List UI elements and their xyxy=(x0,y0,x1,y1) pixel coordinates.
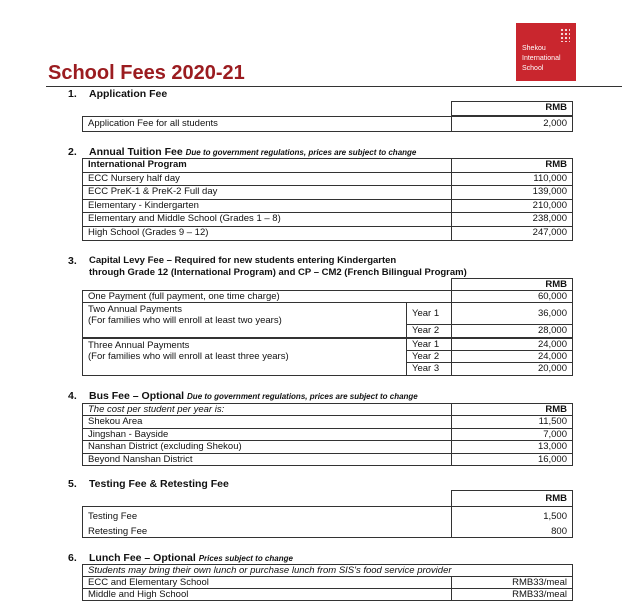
two-payments-label xyxy=(82,302,407,338)
year-label: Year 2 xyxy=(406,324,452,338)
table-row-label: Elementary - Kindergarten xyxy=(82,199,452,214)
table-row-label: Jingshan - Bayside xyxy=(82,428,452,441)
three-payments-title: Three Annual Payments xyxy=(88,340,190,351)
year-value: 36,000 xyxy=(451,302,573,325)
year-label: Year 3 xyxy=(406,362,452,376)
rmb-header: RMB xyxy=(451,278,573,291)
section-number: 6. xyxy=(68,552,77,564)
rmb-header: RMB xyxy=(451,403,573,416)
table-row-value: 110,000 xyxy=(451,172,573,187)
table-row-value: 13,000 xyxy=(451,440,573,453)
lunch-label: ECC and Elementary School xyxy=(82,576,452,589)
table-row-label: High School (Grades 9 – 12) xyxy=(82,226,452,241)
section-title: Testing Fee & Retesting Fee xyxy=(89,478,229,490)
table-row-value: 210,000 xyxy=(451,199,573,214)
section-title: Application Fee xyxy=(89,88,168,100)
rmb-header: RMB xyxy=(451,490,573,507)
one-payment-value: 60,000 xyxy=(451,290,573,303)
logo-text-line1: Shekou xyxy=(522,45,546,52)
three-payments-label xyxy=(82,338,407,376)
fee-label: Application Fee for all students xyxy=(82,116,452,132)
fee-value: 2,000 xyxy=(451,116,573,132)
year-value: 24,000 xyxy=(451,338,573,351)
two-payments-desc: (For families who will enroll at least two years) xyxy=(88,315,282,326)
section-number: 3. xyxy=(68,255,77,267)
two-payments-title: Two Annual Payments xyxy=(88,304,182,315)
testing-fee-value: 1,500 xyxy=(543,511,567,522)
rmb-header: RMB xyxy=(451,101,573,116)
three-payments-desc: (For families who will enroll at least three years) xyxy=(88,351,289,362)
testing-fee-label: Testing Fee xyxy=(88,511,138,522)
one-payment-label: One Payment (full payment, one time charge) xyxy=(82,290,452,303)
section-number: 5. xyxy=(68,478,77,490)
lunch-note: Students may bring their own lunch or purchase lunch from SIS's food service provider xyxy=(82,564,573,577)
year-label: Year 1 xyxy=(406,302,452,325)
table-row-label: ECC PreK-1 & PreK-2 Full day xyxy=(82,185,452,200)
lunch-value: RMB33/meal xyxy=(451,588,573,601)
table-row-value: 247,000 xyxy=(451,226,573,241)
school-logo xyxy=(516,23,576,81)
section-title-line2: through Grade 12 (International Program) and CP – CM2 (French Bilingual Program) xyxy=(89,267,467,278)
section-number: 1. xyxy=(68,88,77,100)
lunch-value: RMB33/meal xyxy=(451,576,573,589)
section-note: Prices subject to change xyxy=(198,554,293,563)
section-title: Lunch Fee – Optional xyxy=(89,552,196,564)
section-number: 2. xyxy=(68,146,77,158)
section-note: Due to government regulations, prices are subject to change xyxy=(187,392,418,401)
logo-text-line3: School xyxy=(522,65,544,72)
year-label: Year 1 xyxy=(406,338,452,351)
logo-dots-icon xyxy=(560,28,570,42)
section-number: 4. xyxy=(68,390,77,402)
table-row-value: 7,000 xyxy=(451,428,573,441)
testing-fee-values xyxy=(451,506,573,538)
table-header-label: International Program xyxy=(82,158,452,173)
table-row-label: Beyond Nanshan District xyxy=(82,453,452,466)
logo-text-line2: International xyxy=(522,55,561,62)
year-value: 24,000 xyxy=(451,350,573,363)
table-row-value: 16,000 xyxy=(451,453,573,466)
table-row-label: Nanshan District (excluding Shekou) xyxy=(82,440,452,453)
table-row-value: 139,000 xyxy=(451,185,573,200)
title-divider xyxy=(46,86,622,87)
retesting-fee-label: Retesting Fee xyxy=(88,526,148,537)
section-title-line1: Capital Levy Fee – Required for new students entering Kindergarten xyxy=(89,255,397,266)
testing-fee-labels xyxy=(82,506,452,538)
table-row-value: 238,000 xyxy=(451,212,573,227)
table-row-label: Elementary and Middle School (Grades 1 – 8) xyxy=(82,212,452,227)
table-row-label: ECC Nursery half day xyxy=(82,172,452,187)
section-title: Annual Tuition Fee xyxy=(89,146,183,158)
section-title: Bus Fee – Optional xyxy=(89,390,185,402)
year-label: Year 2 xyxy=(406,350,452,363)
section-note: Due to government regulations, prices are subject to change xyxy=(185,148,417,157)
table-row-label: Shekou Area xyxy=(82,415,452,428)
table-header-label: The cost per student per year is: xyxy=(82,403,452,416)
table-row-value: 11,500 xyxy=(451,415,573,428)
lunch-label: Middle and High School xyxy=(82,588,452,601)
retesting-fee-value: 800 xyxy=(551,526,567,537)
page-title: School Fees 2020-21 xyxy=(48,62,245,84)
year-value: 28,000 xyxy=(451,324,573,338)
year-value: 20,000 xyxy=(451,362,573,376)
rmb-header: RMB xyxy=(451,158,573,173)
